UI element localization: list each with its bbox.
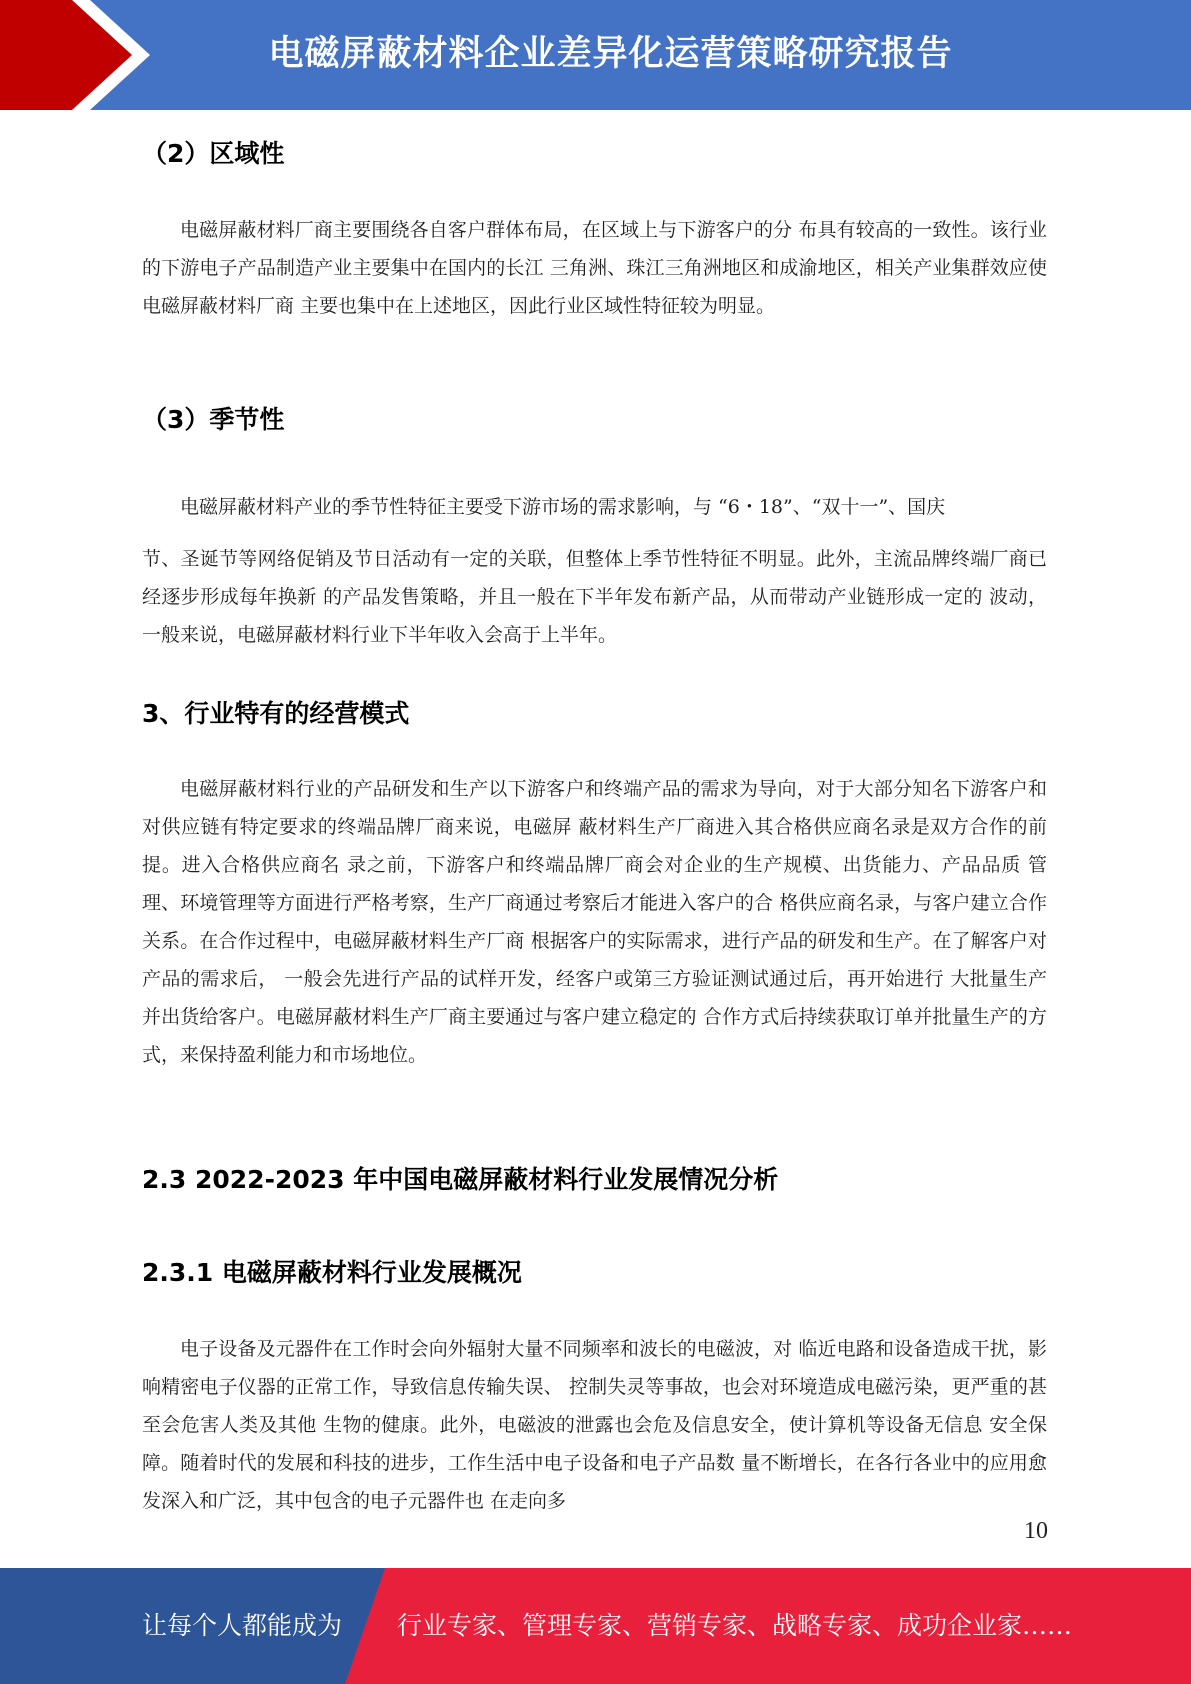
- section-heading-business-model: 3、行业特有的经营模式: [142, 699, 410, 728]
- footer-slogan-left: 让每个人都能成为: [142, 1611, 343, 1640]
- report-title: 电磁屏蔽材料企业差异化运营策略研究报告: [268, 34, 953, 74]
- header-bar: [0, 0, 1191, 110]
- section-heading-seasonal: （3）季节性: [142, 405, 285, 434]
- page-number: 10: [1024, 1518, 1048, 1544]
- paragraph-regional: 电磁屏蔽材料厂商主要围绕各自客户群体布局，在区域上与下游客户的分 布具有较高的一致性。该行业的下游电子产品制造产业主要集中在国内的长江 三角洲、珠江三角洲地区和成渝地区，相关产业集群效应使电磁屏蔽材料厂商 主要也集中在上述地区，因此行业区域性特征较为明显。: [142, 219, 1047, 317]
- section-heading-regional: （2）区域性: [142, 139, 285, 168]
- section-heading-2-3-1: 2.3.1 电磁屏蔽材料行业发展概况: [142, 1258, 522, 1287]
- footer-slogan-right: 行业专家、管理专家、营销专家、战略专家、成功企业家……: [397, 1611, 1073, 1640]
- footer-bar: [0, 1568, 1191, 1684]
- paragraph-seasonal: 节、圣诞节等网络促销及节日活动有一定的关联，但整体上季节性特征不明显。此外，主流品牌终端厂商已经逐步形成每年换新 的产品发售策略，并且一般在下半年发布新产品，从而带动产业链形成一定的 波动，一般来说，电磁屏蔽材料行业下半年收入会高于上半年。: [142, 548, 1047, 646]
- section-heading-2-3: 2.3 2022-2023 年中国电磁屏蔽材料行业发展情况分析: [142, 1165, 779, 1194]
- paragraph-seasonal-line1: 电磁屏蔽材料产业的季节性特征主要受下游市场的需求影响，与 “6・18”、“双十一”、国庆: [180, 496, 946, 518]
- paragraph-business-model: 电磁屏蔽材料行业的产品研发和生产以下游客户和终端产品的需求为导向，对于大部分知名下游客户和对供应链有特定要求的终端品牌厂商来说，电磁屏 蔽材料生产厂商进入其合格供应商名录是双方合作的前提。进入合格供应商名 录之前，下游客户和终端品牌厂商会对企业的生产规模、出货能力、产品品质 管理、环境管理等方面进行严格考察，生产厂商通过考察后才能进入客户的合 格供应商名录，与客户建立合作关系。在合作过程中，电磁屏蔽材料生产厂商 根据客户的实际需求，进行产品的研发和生产。在了解客户对产品的需求后， 一般会先进行产品的试样开发，经客户或第三方验证测试通过后，再开始进行 大批量生产并出货给客户。电磁屏蔽材料生产厂商主要通过与客户建立稳定的 合作方式后持续获取订单并批量生产的方式，来保持盈利能力和市场地位。: [142, 778, 1047, 1066]
- paragraph-industry-overview: 电子设备及元器件在工作时会向外辐射大量不同频率和波长的电磁波，对 临近电路和设备造成干扰，影响精密电子仪器的正常工作，导致信息传输失误、 控制失灵等事故，也会对环境造成电磁污染，更严重的甚至会危害人类及其他 生物的健康。此外，电磁波的泄露也会危及信息安全，使计算机等设备无信息 安全保障。随着时代的发展和科技的进步，工作生活中电子设备和电子产品数 量不断增长，在各行各业中的应用愈发深入和广泛，其中包含的电子元器件也 在走向多: [142, 1338, 1047, 1512]
